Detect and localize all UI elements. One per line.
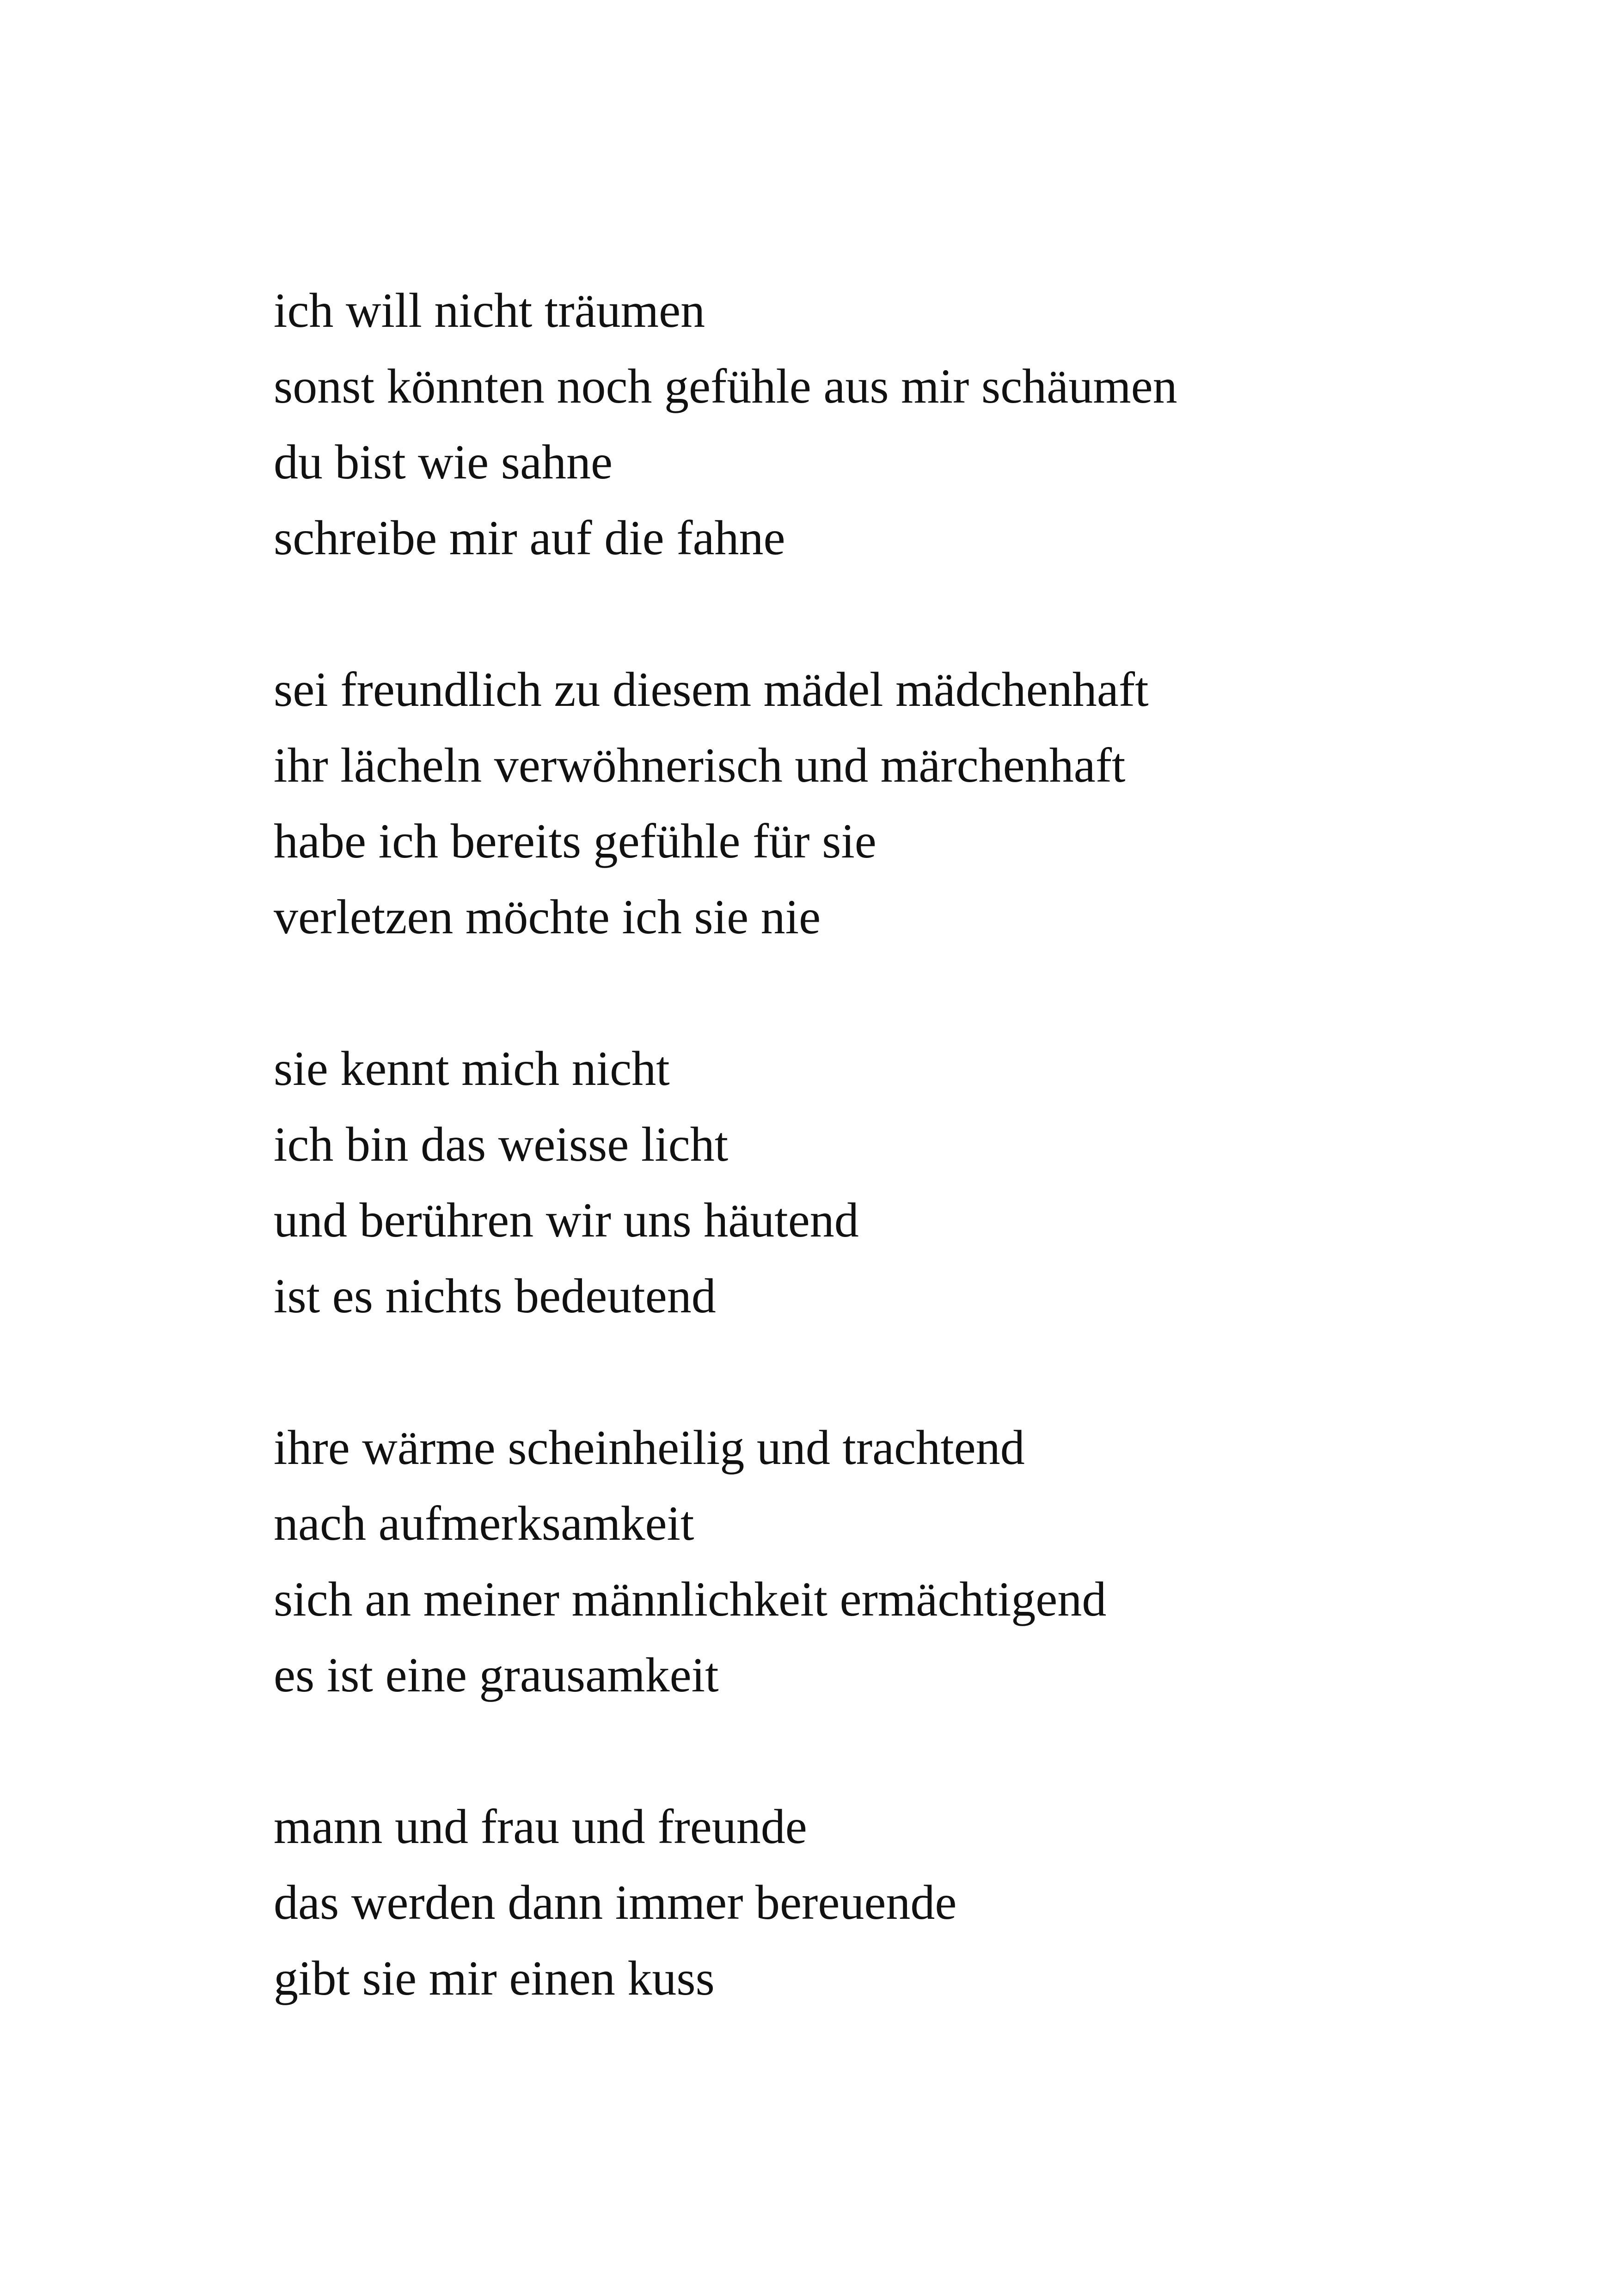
poem-body <box>274 273 1476 2016</box>
poem-line: ich will nicht träumen <box>274 283 705 337</box>
poem-line: ihre wärme scheinheilig und trachtend <box>274 1420 1025 1475</box>
poem-line: verletzen möchte ich sie nie <box>274 890 821 944</box>
poem-line: sie kennt mich nicht <box>274 1041 670 1096</box>
poem-line: sonst könnten noch gefühle aus mir schäumen <box>274 359 1177 413</box>
poem-line: ich bin das weisse licht <box>274 1117 729 1171</box>
poem-line: du bist wie sahne <box>274 435 613 489</box>
stanza-4 <box>274 1410 1476 1713</box>
stanza-3 <box>274 1031 1476 1334</box>
poem-line: mann und frau und freunde <box>274 1800 807 1854</box>
poem-line: es ist eine grausamkeit <box>274 1648 719 1702</box>
poem-line: sei freundlich zu diesem mädel mädchenhaft <box>274 662 1149 716</box>
poem-line: und berühren wir uns häutend <box>274 1193 859 1247</box>
stanza-5 <box>274 1789 1476 2016</box>
poem-line: sich an meiner männlichkeit ermächtigend <box>274 1572 1107 1626</box>
poem-line: ist es nichts bedeutend <box>274 1269 716 1323</box>
poem-line: nach aufmerksamkeit <box>274 1496 694 1550</box>
stanza-2 <box>274 652 1476 955</box>
poem-line: habe ich bereits gefühle für sie <box>274 814 876 868</box>
poem-line: das werden dann immer bereuende <box>274 1875 957 1929</box>
poem-line: gibt sie mir einen kuss <box>274 1951 715 2005</box>
poem-line: schreibe mir auf die fahne <box>274 511 785 565</box>
stanza-1 <box>274 273 1476 576</box>
poem-line: ihr lächeln verwöhnerisch und märchenhaft <box>274 738 1126 792</box>
